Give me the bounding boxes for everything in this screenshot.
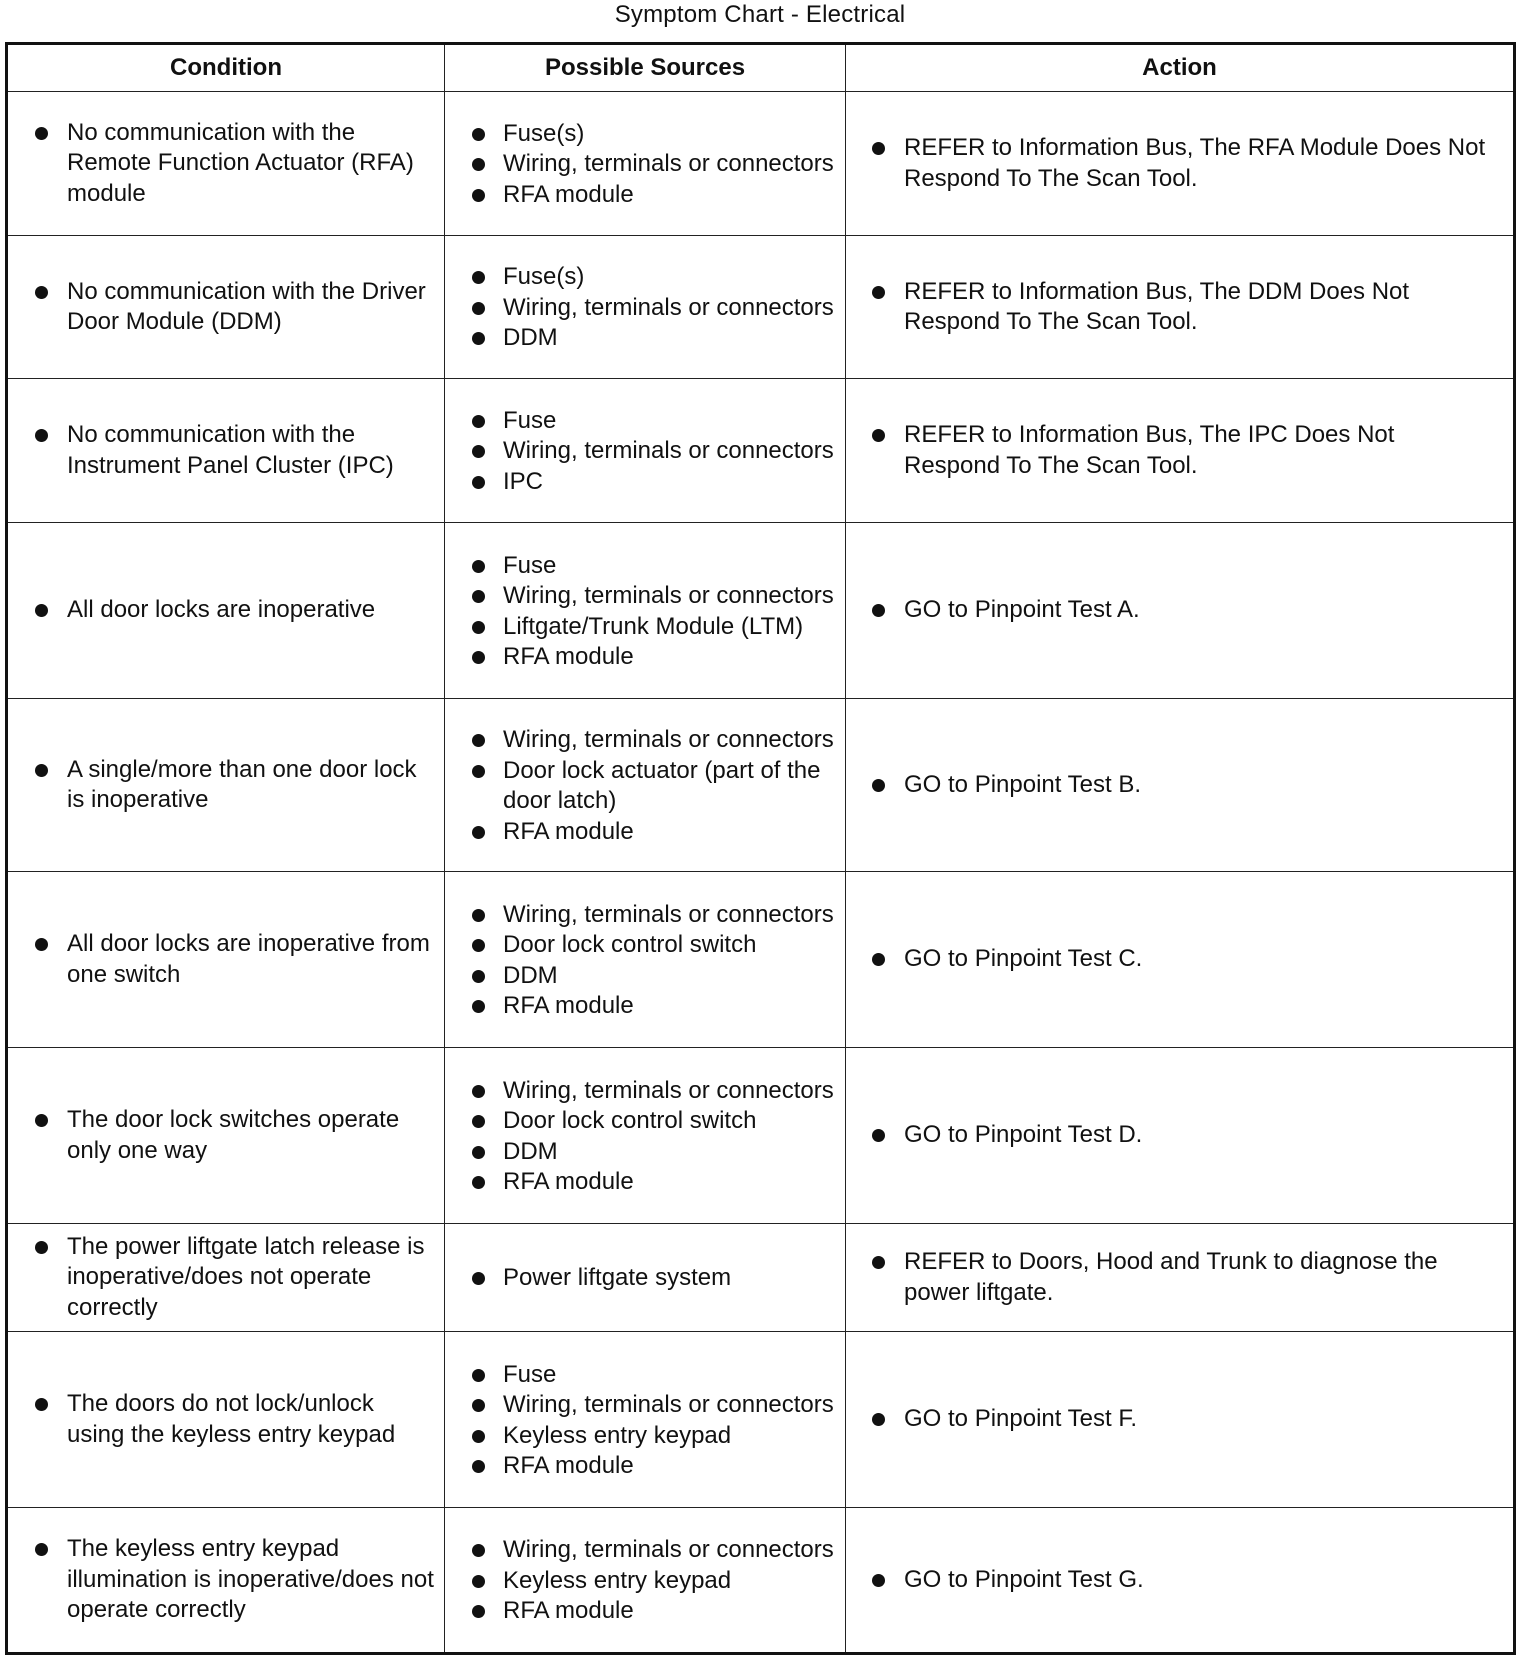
action-text: GO to Pinpoint Test B. [846, 770, 1513, 801]
source-item: Wiring, terminals or connectors [445, 1076, 845, 1107]
condition-cell [7, 1332, 445, 1508]
action-cell [846, 1048, 1515, 1224]
table-row [7, 236, 1515, 379]
sources-cell [445, 236, 846, 379]
header-possible-sources: Possible Sources [445, 44, 846, 92]
source-item: Fuse [445, 551, 845, 582]
source-item: Door lock control switch [445, 1106, 845, 1137]
condition-cell [7, 699, 445, 872]
source-item: RFA module [445, 642, 845, 673]
sources-cell [445, 872, 846, 1048]
table-row [7, 379, 1515, 523]
condition-text: A single/more than one door lock is inoperative [8, 755, 444, 816]
action-text: REFER to Doors, Hood and Trunk to diagnose the power liftgate. [846, 1247, 1513, 1308]
sources-cell [445, 379, 846, 523]
action-text: REFER to Information Bus, The RFA Module Does Not Respond To The Scan Tool. [846, 133, 1513, 194]
source-item: Wiring, terminals or connectors [445, 581, 845, 612]
source-item: DDM [445, 1137, 845, 1168]
chart-title: Symptom Chart - Electrical [614, 1, 906, 28]
source-item: Wiring, terminals or connectors [445, 900, 845, 931]
condition-cell [7, 379, 445, 523]
source-item: RFA module [445, 991, 845, 1022]
sources-cell [445, 523, 846, 699]
source-item: RFA module [445, 817, 845, 848]
condition-cell [7, 1508, 445, 1654]
sources-cell [445, 1508, 846, 1654]
source-item: Door lock actuator (part of the door latch) [445, 756, 845, 817]
sources-cell [445, 92, 846, 236]
condition-text: No communication with the Driver Door Module (DDM) [8, 277, 444, 338]
action-cell [846, 872, 1515, 1048]
source-item: DDM [445, 323, 845, 354]
action-text: GO to Pinpoint Test A. [846, 595, 1513, 626]
condition-text: All door locks are inoperative [8, 595, 444, 626]
table-row [7, 699, 1515, 872]
sources-cell [445, 699, 846, 872]
sources-cell [445, 1048, 846, 1224]
table-row [7, 523, 1515, 699]
condition-cell [7, 872, 445, 1048]
action-cell [846, 1332, 1515, 1508]
action-cell [846, 92, 1515, 236]
source-item: Power liftgate system [445, 1263, 845, 1294]
table-row [7, 1224, 1515, 1332]
action-text: GO to Pinpoint Test D. [846, 1120, 1513, 1151]
source-item: Wiring, terminals or connectors [445, 436, 845, 467]
table-row [7, 1332, 1515, 1508]
condition-text: No communication with the Instrument Panel Cluster (IPC) [8, 420, 444, 481]
condition-text: No communication with the Remote Function Actuator (RFA) module [8, 118, 444, 210]
source-item: RFA module [445, 1451, 845, 1482]
header-action: Action [846, 44, 1515, 92]
action-text: GO to Pinpoint Test F. [846, 1404, 1513, 1435]
header-row [7, 44, 1515, 92]
table-row [7, 1048, 1515, 1224]
source-item: IPC [445, 467, 845, 498]
action-cell [846, 1224, 1515, 1332]
action-cell [846, 379, 1515, 523]
sources-cell [445, 1332, 846, 1508]
source-item: Keyless entry keypad [445, 1566, 845, 1597]
condition-cell [7, 1224, 445, 1332]
action-text: GO to Pinpoint Test C. [846, 944, 1513, 975]
sources-cell [445, 1224, 846, 1332]
source-item: Wiring, terminals or connectors [445, 293, 845, 324]
condition-text: The keyless entry keypad illumination is inoperative/does not operate correctly [8, 1534, 444, 1626]
condition-text: All door locks are inoperative from one switch [8, 929, 444, 990]
source-item: Wiring, terminals or connectors [445, 725, 845, 756]
condition-cell [7, 1048, 445, 1224]
source-item: Liftgate/Trunk Module (LTM) [445, 612, 845, 643]
source-item: Wiring, terminals or connectors [445, 1535, 845, 1566]
source-item: Wiring, terminals or connectors [445, 149, 845, 180]
source-item: Fuse [445, 1360, 845, 1391]
table-row [7, 872, 1515, 1048]
source-item: RFA module [445, 180, 845, 211]
action-text: REFER to Information Bus, The DDM Does Not Respond To The Scan Tool. [846, 277, 1513, 338]
table-row [7, 1508, 1515, 1654]
table-row [7, 92, 1515, 236]
source-item: Keyless entry keypad [445, 1421, 845, 1452]
action-cell [846, 236, 1515, 379]
symptom-table [5, 42, 1516, 1655]
source-item: Wiring, terminals or connectors [445, 1390, 845, 1421]
condition-text: The power liftgate latch release is inoperative/does not operate correctly [8, 1232, 444, 1324]
action-text: REFER to Information Bus, The IPC Does Not Respond To The Scan Tool. [846, 420, 1513, 481]
header-condition: Condition [7, 44, 445, 92]
source-item: DDM [445, 961, 845, 992]
source-item: Fuse(s) [445, 119, 845, 150]
action-text: GO to Pinpoint Test G. [846, 1565, 1513, 1596]
action-cell [846, 699, 1515, 872]
source-item: RFA module [445, 1596, 845, 1627]
source-item: Fuse [445, 406, 845, 437]
condition-text: The doors do not lock/unlock using the keyless entry keypad [8, 1389, 444, 1450]
condition-cell [7, 236, 445, 379]
action-cell [846, 523, 1515, 699]
source-item: RFA module [445, 1167, 845, 1198]
source-item: Door lock control switch [445, 930, 845, 961]
condition-text: The door lock switches operate only one way [8, 1105, 444, 1166]
condition-cell [7, 92, 445, 236]
condition-cell [7, 523, 445, 699]
action-cell [846, 1508, 1515, 1654]
source-item: Fuse(s) [445, 262, 845, 293]
